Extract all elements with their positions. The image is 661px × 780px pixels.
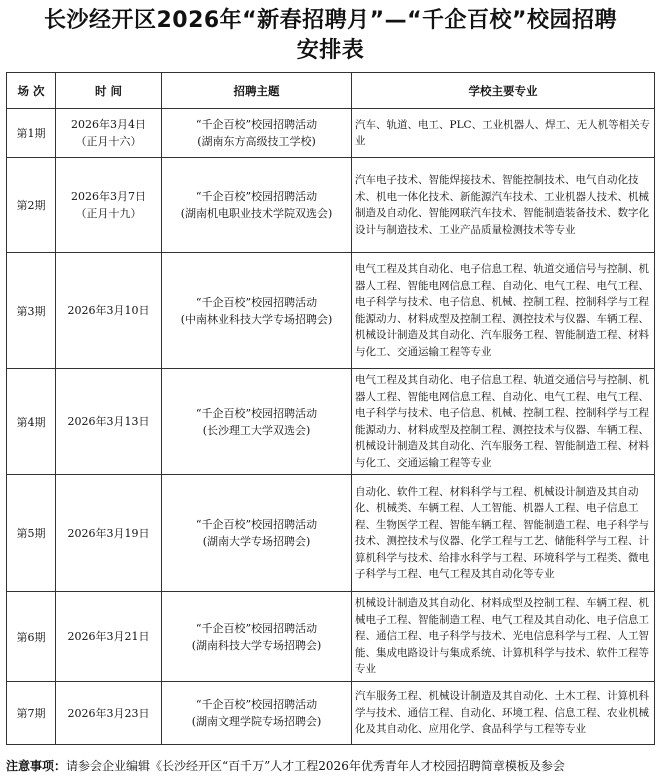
title-line-1: 长沙经开区2026年“新春招聘月”—“千企百校”校园招聘 <box>43 8 618 33</box>
school-text: (中南林业科技大学专场招聘会) <box>180 312 333 326</box>
session-cell: 第6期 <box>7 592 56 682</box>
table-row <box>7 369 655 475</box>
school-text: (湖南大学专场招聘会) <box>202 535 311 548</box>
majors-cell: 机械设计制造及其自动化、材料成型及控制工程、车辆工程、机械电子工程、智能制造工程、电气工程及其自动化、电子信息工程、通信工程、电子科学与技术、光电信息科学与工程、人工智能、集成电路设计与集成系统、计算机科学与技术、软件工程等专业 <box>352 592 655 682</box>
theme-text: “千企百校”校园招聘活动 <box>195 518 318 531</box>
table-row <box>7 158 655 253</box>
date-cell <box>56 475 162 592</box>
session-cell: 第5期 <box>7 475 56 592</box>
table-row <box>7 475 655 592</box>
lunar-date-text: （正月十九） <box>75 207 142 220</box>
header-theme: 招聘主题 <box>162 73 352 109</box>
majors-cell: 自动化、软件工程、材料科学与工程、机械设计制造及其自动化、机械类、车辆工程、人工智能、机器人工程、电子信息工程、生物医学工程、智能车辆工程、智能制造工程、电子科学与技术、测控技术与仪器、化学工程与工艺、储能科学与工程、计算机科学与技术、给排水科学与工程、环境科学与工程类、微电子科学与工程、电气工程及其自动化等专业 <box>352 475 655 592</box>
title-line-2: 安排表 <box>296 38 365 63</box>
majors-cell: 汽车、轨道、电工、PLC、工业机器人、焊工、无人机等相关专业 <box>352 109 655 158</box>
header-date: 时 间 <box>56 73 162 109</box>
date-cell <box>56 158 162 253</box>
majors-cell: 汽车服务工程、机械设计制造及其自动化、土木工程、计算机科学与技术、通信工程、自动化、环境工程、信息工程、农业机械化及其自动化、应用化学、食品科学与工程等专业 <box>352 682 655 745</box>
theme-cell <box>162 475 352 592</box>
date-text: 2026年3月4日 <box>71 118 146 131</box>
table-row <box>7 109 655 158</box>
lunar-date-text: （正月十六） <box>75 135 142 148</box>
date-cell <box>56 253 162 369</box>
date-text: 2026年3月21日 <box>67 630 150 643</box>
school-text: (湖南东方高级技工学校) <box>197 135 316 148</box>
theme-cell <box>162 369 352 475</box>
majors-cell: 电气工程及其自动化、电子信息工程、轨道交通信号与控制、机器人工程、智能电网信息工程、自动化、电气工程、电气工程、电子科学与技术、电子信息、机械、控制工程、控制科学与工程能源动力、材料成型及控制工程、测控技术与仪器、车辆工程、机械设计制造及其自动化、汽车服务工程、智能制造工程、材料与化工、交通运输工程等专业 <box>352 253 655 369</box>
school-text: (湖南文理学院专场招聘会) <box>191 715 322 728</box>
date-cell <box>56 369 162 475</box>
table-row <box>7 592 655 682</box>
school-text: (湖南机电职业技术学院双选会) <box>180 207 333 220</box>
theme-text: “千企百校”校园招聘活动 <box>195 621 318 635</box>
theme-cell <box>162 682 352 745</box>
table-row <box>7 253 655 369</box>
session-cell: 第2期 <box>7 158 56 253</box>
session-cell: 第7期 <box>7 682 56 745</box>
theme-cell <box>162 592 352 682</box>
schedule-table <box>6 72 655 745</box>
majors-cell: 电气工程及其自动化、电子信息工程、轨道交通信号与控制、机器人工程、智能电网信息工程、自动化、电气工程、电气工程、电子科学与技术、电子信息、机械、控制工程、控制科学与工程能源动力、材料成型及控制工程、测控技术与仪器、车辆工程、机械设计制造及其自动化、汽车服务工程、智能制造工程、材料与化工、交通运输工程等专业 <box>352 369 655 475</box>
theme-text: “千企百校”校园招聘活动 <box>195 698 318 711</box>
majors-cell: 汽车电子技术、智能焊接技术、智能控制技术、电气自动化技术、机电一体化技术、新能源汽车技术、工业机器人技术、机械制造及自动化、智能网联汽车技术、智能制造装备技术、数字化设计与制造技术、工业产品质量检测技术等专业 <box>352 158 655 253</box>
session-cell: 第1期 <box>7 109 56 158</box>
theme-cell <box>162 109 352 158</box>
theme-cell <box>162 253 352 369</box>
header-majors: 学校主要专业 <box>352 73 655 109</box>
page-title <box>0 6 661 66</box>
theme-cell <box>162 158 352 253</box>
notice-label: 注意事项： <box>6 759 67 773</box>
school-text: (长沙理工大学双选会) <box>202 423 311 437</box>
theme-text: “千企百校”校园招聘活动 <box>195 295 318 309</box>
notice-text: 请参会企业编辑《长沙经开区“百千万”人才工程2026年优秀青年人才校园招聘简章模板及参会 <box>66 759 565 773</box>
notice-paragraph <box>6 756 661 776</box>
session-cell: 第4期 <box>7 369 56 475</box>
school-text: (湖南科技大学专场招聘会) <box>191 638 322 652</box>
date-cell <box>56 592 162 682</box>
date-text: 2026年3月7日 <box>71 190 146 203</box>
header-session: 场 次 <box>7 73 56 109</box>
theme-text: “千企百校”校园招聘活动 <box>195 406 318 420</box>
date-cell <box>56 682 162 745</box>
table-row <box>7 682 655 745</box>
theme-text: “千企百校”校园招聘活动 <box>195 190 318 203</box>
date-text: 2026年3月19日 <box>67 526 150 540</box>
date-text: 2026年3月23日 <box>67 706 150 720</box>
date-cell <box>56 109 162 158</box>
date-text: 2026年3月13日 <box>67 415 150 428</box>
theme-text: “千企百校”校园招聘活动 <box>195 118 318 131</box>
date-text: 2026年3月10日 <box>67 304 150 317</box>
session-cell: 第3期 <box>7 253 56 369</box>
table-header-row <box>7 73 655 109</box>
